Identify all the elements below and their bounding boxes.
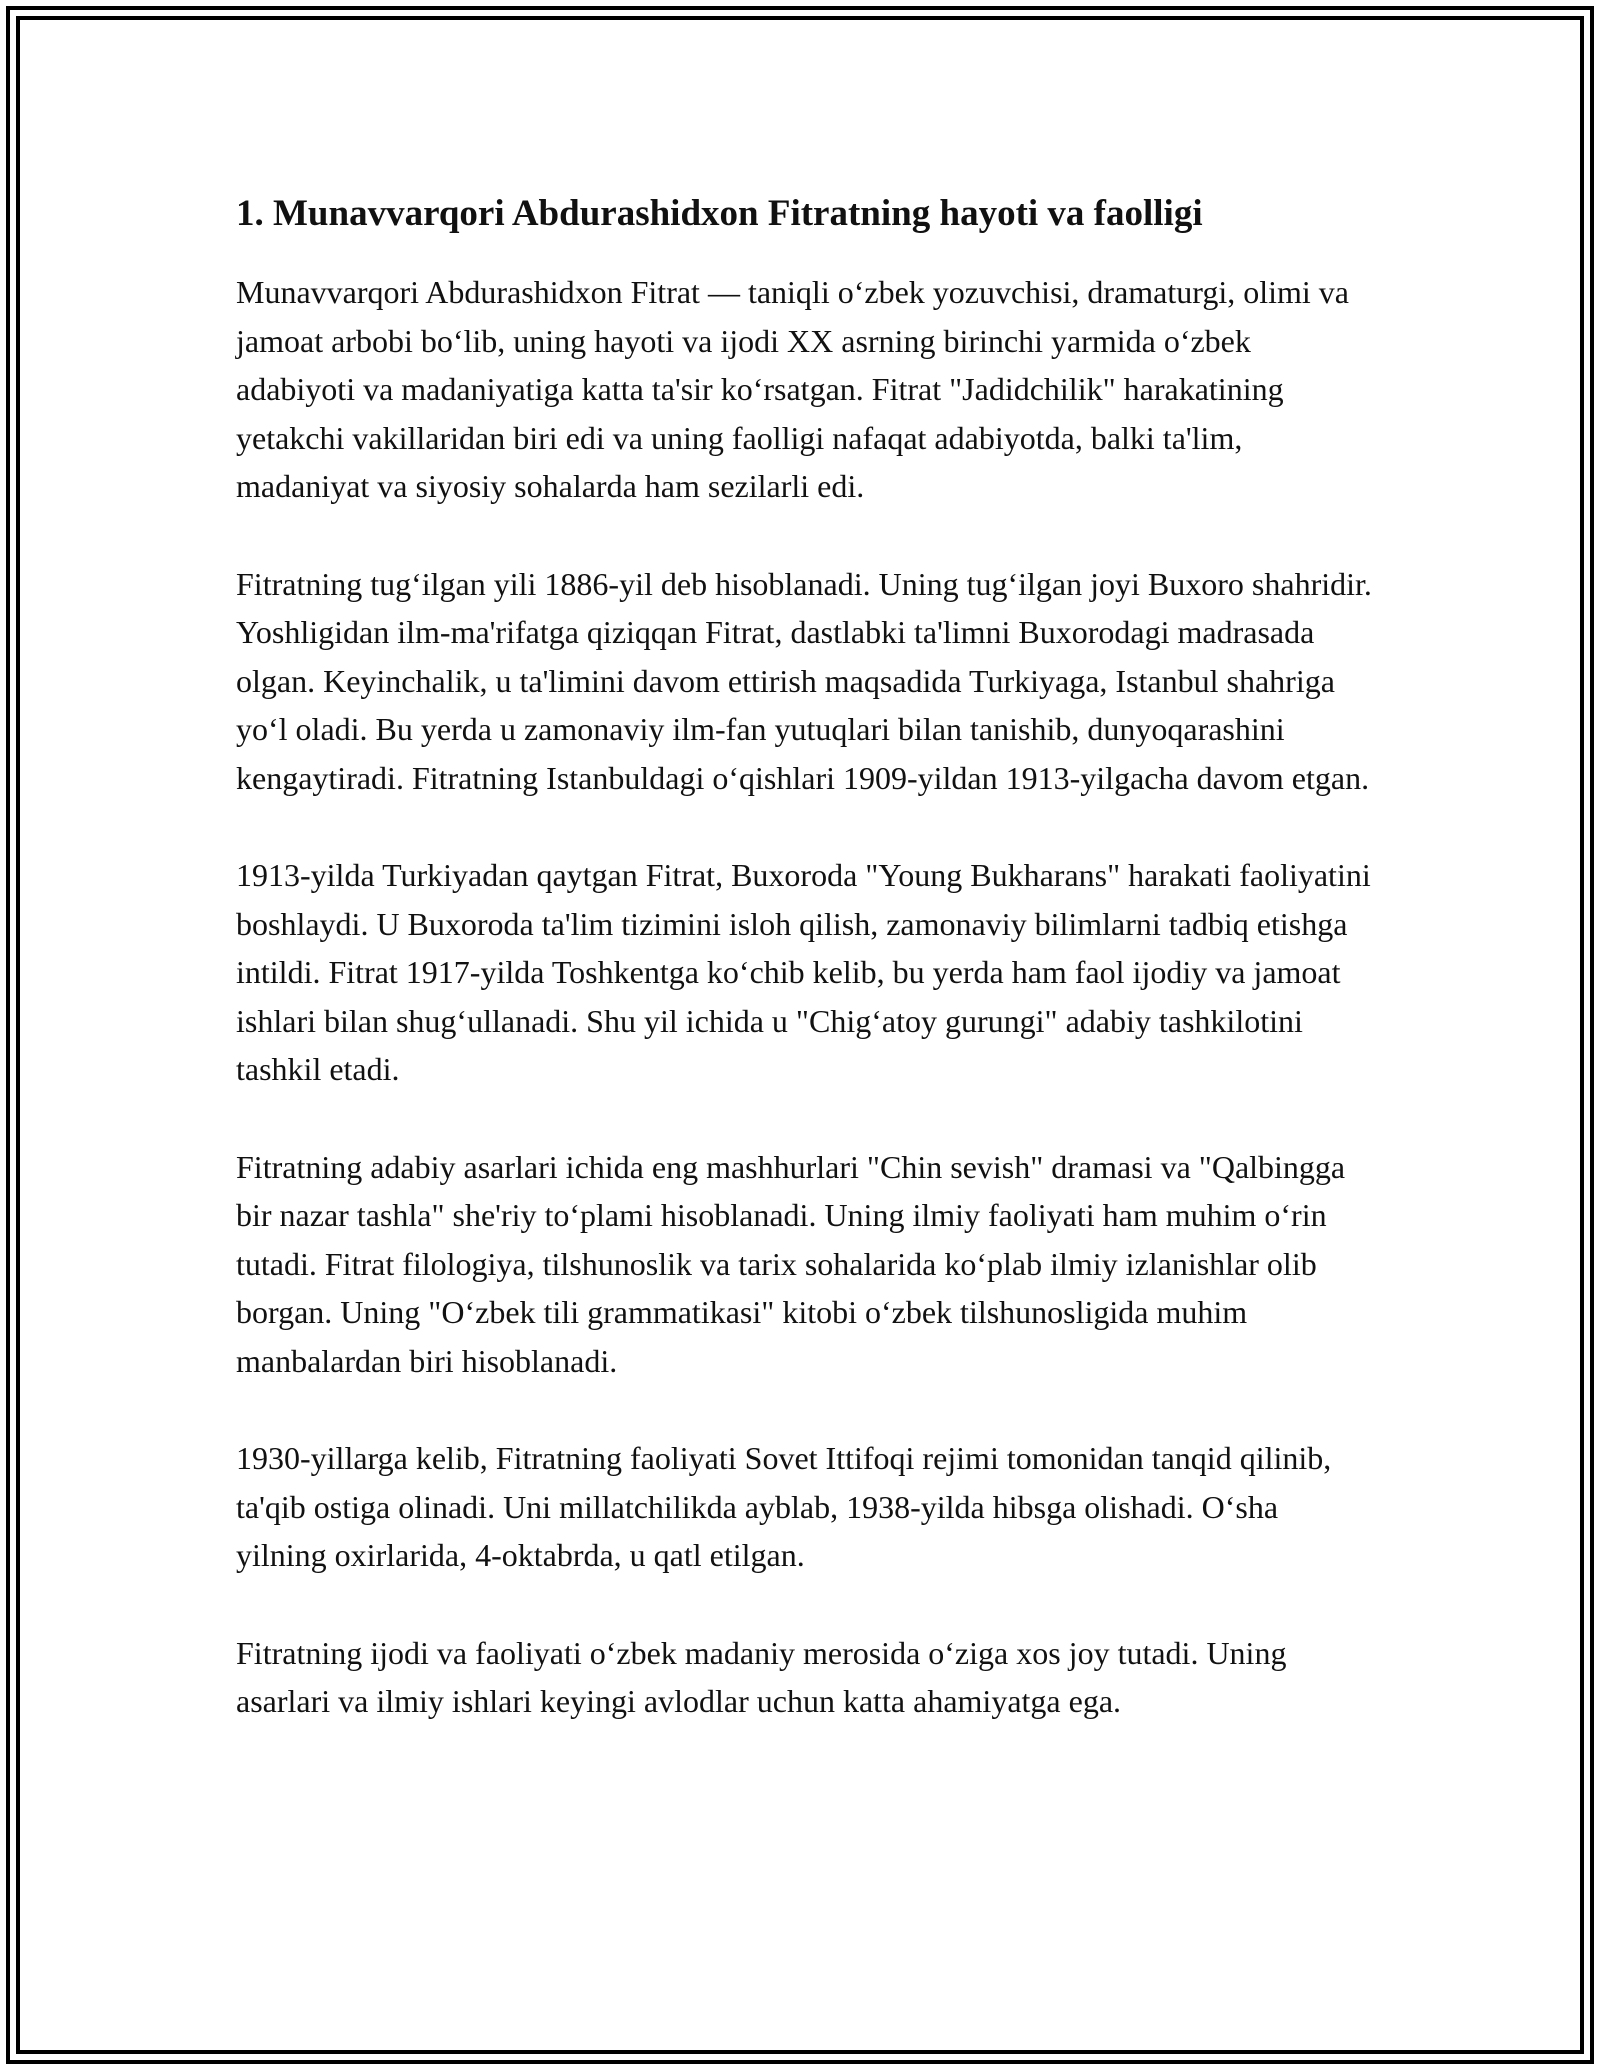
paragraph-activism: 1913-yilda Turkiyadan qaytgan Fitrat, Buxoroda "Young Bukharans" harakati faoliyatini boshlaydi. U Buxoroda ta'lim tizimini isloh qilish, zamonaviy bilimlarni tadbiq etishga intildi. Fitrat 1917-yilda Toshkentga ko‘chib kelib, bu yerda ham faol ijodiy va jamoat ishlari bilan shug‘ullanadi. Shu yil ichida u "Chig‘atoy gurungi" adabiy tashkilotini tashkil etadi. <box>236 857 1371 1087</box>
paragraph-early-life: Fitratning tug‘ilgan yili 1886-yil deb hisoblanadi. Uning tug‘ilgan joyi Buxoro shahridir. Yoshligidan ilm-ma'rifatga qiziqqan Fitrat, dastlabki ta'limni Buxorodagi madrasada olgan. Keyinchalik, u ta'limini davom ettirish maqsadida Turkiyaga, Istanbul shahriga yo‘l oladi. Bu yerda u zamonaviy ilm-fan yutuqlari bilan tanishib, dunyoqarashini kengaytiradi. Fitratning Istanbuldagi o‘qishlari 1909-yildan 1913-yilgacha davom etgan. <box>236 565 1372 796</box>
paragraph-introduction: Munavvarqori Abdurashidxon Fitrat — taniqli o‘zbek yozuvchisi, dramaturgi, olimi va jamoat arbobi bo‘lib, uning hayoti va ijodi XX asrning birinchi yarmida o‘zbek adabiyoti va madaniyatiga katta ta'sir ko‘rsatgan. Fitrat "Jadidchilik" harakatining yetakchi vakillaridan biri edi va uning faolligi nafaqat adabiyotda, balki ta'lim, madaniyat va siyosiy sohalarda ham sezilarli edi. <box>236 274 1349 504</box>
paragraph-legacy: Fitratning ijodi va faoliyati o‘zbek madaniy merosida o‘ziga xos joy tutadi. Uning asarlari va ilmiy ishlari keyingi avlodlar uchun katta ahamiyatga ega. <box>236 1634 1287 1719</box>
paragraph-works: Fitratning adabiy asarlari ichida eng mashhurlari "Chin sevish" dramasi va "Qalbingga bir nazar tashla" she'riy to‘plami hisoblanadi. Uning ilmiy faoliyati ham muhim o‘rin tutadi. Fitrat filologiya, tilshunoslik va tarix sohalarida ko‘plab ilmiy izlanishlar olib borgan. Uning "O‘zbek tili grammatikasi" kitobi o‘zbek tilshunosligida muhim manbalardan biri hisoblanadi. <box>236 1148 1346 1379</box>
document-title: 1. Munavvarqori Abdurashidxon Fitratning hayoti va faolligi <box>236 193 1203 234</box>
paragraph-repression: 1930-yillarga kelib, Fitratning faoliyati Sovet Ittifoqi rejimi tomonidan tanqid qilinib, ta'qib ostiga olinadi. Uni millatchilikda ayblab, 1938-yilda hibsga olishadi. O‘sha yilning oxirlarida, 4-oktabrda, u qatl etilgan. <box>236 1440 1332 1573</box>
document-body <box>236 186 1376 1775</box>
